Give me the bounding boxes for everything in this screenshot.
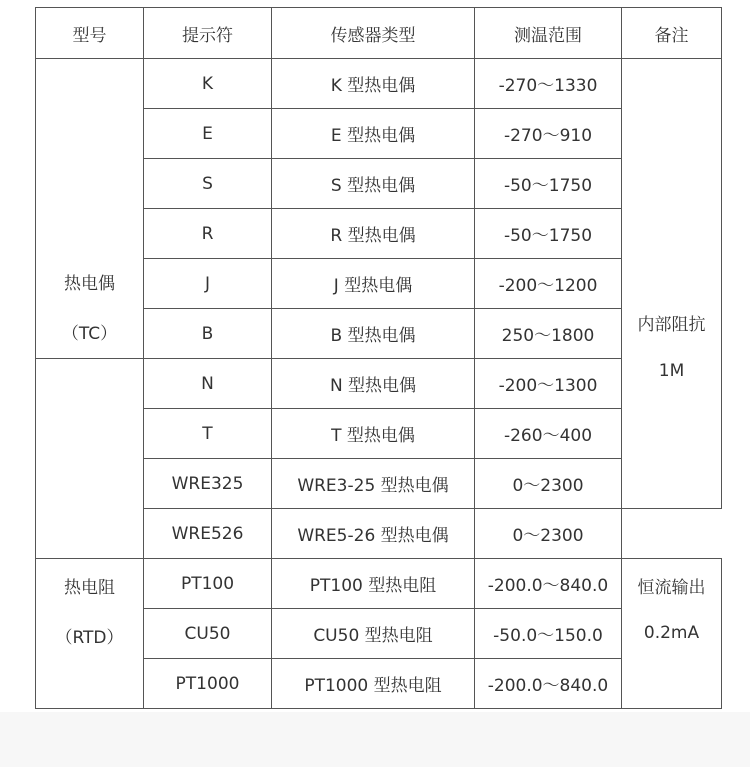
prompt-cell: J <box>144 259 272 309</box>
prompt-cell: PT100 <box>144 559 272 609</box>
range-cell: -270～910 <box>475 109 622 159</box>
prompt-cell: WRE325 <box>144 459 272 509</box>
sensor-cell: E 型热电偶 <box>272 109 475 159</box>
range-cell: 0～2300 <box>475 459 622 509</box>
prompt-cell: T <box>144 409 272 459</box>
prompt-cell: B <box>144 309 272 359</box>
note-impedance-label: 内部阻抗 <box>637 315 706 335</box>
bottom-band <box>0 712 750 767</box>
range-cell: -50.0～150.0 <box>475 609 622 659</box>
prompt-cell: R <box>144 209 272 259</box>
sensor-cell: T 型热电偶 <box>272 409 475 459</box>
sensor-cell: B 型热电偶 <box>272 309 475 359</box>
sensor-cell: PT1000 型热电阻 <box>272 659 475 709</box>
range-cell: -270～1330 <box>475 59 622 109</box>
range-cell: -260～400 <box>475 409 622 459</box>
group-thermocouple-cell <box>36 59 144 359</box>
table-row <box>36 59 722 109</box>
prompt-cell: PT1000 <box>144 659 272 709</box>
header-temp-range: 测温范围 <box>475 8 622 59</box>
prompt-cell: S <box>144 159 272 209</box>
note-thermocouple-cell <box>622 59 722 509</box>
note-current-value: 0.2mA <box>643 623 700 643</box>
sensor-cell: WRE5-26 型热电偶 <box>272 509 475 559</box>
prompt-cell: CU50 <box>144 609 272 659</box>
header-prompt: 提示符 <box>144 8 272 59</box>
range-cell: -200～1300 <box>475 359 622 409</box>
sensor-cell: J 型热电偶 <box>272 259 475 309</box>
group-thermocouple-code: （TC） <box>61 324 118 344</box>
range-cell: -50～1750 <box>475 159 622 209</box>
group-rtd-code: （RTD） <box>55 628 124 648</box>
sensor-cell: WRE3-25 型热电偶 <box>272 459 475 509</box>
header-model: 型号 <box>36 8 144 59</box>
group-rtd-cell <box>36 559 144 709</box>
sensor-cell: CU50 型热电阻 <box>272 609 475 659</box>
table-row <box>36 359 722 409</box>
sensor-spec-table <box>35 7 722 709</box>
sensor-cell: S 型热电偶 <box>272 159 475 209</box>
note-current-label: 恒流输出 <box>637 578 706 598</box>
sensor-cell: R 型热电偶 <box>272 209 475 259</box>
prompt-cell: K <box>144 59 272 109</box>
prompt-cell: E <box>144 109 272 159</box>
note-impedance-value: 1M <box>658 361 685 381</box>
note-rtd-cell <box>622 559 722 709</box>
header-notes: 备注 <box>622 8 722 59</box>
range-cell: -200～1200 <box>475 259 622 309</box>
prompt-cell: WRE526 <box>144 509 272 559</box>
sensor-cell: N 型热电偶 <box>272 359 475 409</box>
header-sensor-type: 传感器类型 <box>272 8 475 59</box>
range-cell: -200.0～840.0 <box>475 559 622 609</box>
group-thermocouple-label: 热电偶 <box>64 274 115 294</box>
range-cell: 0～2300 <box>475 509 622 559</box>
sensor-cell: K 型热电偶 <box>272 59 475 109</box>
range-cell: -200.0～840.0 <box>475 659 622 709</box>
prompt-cell: N <box>144 359 272 409</box>
group-rtd-label: 热电阻 <box>64 578 115 598</box>
range-cell: -50～1750 <box>475 209 622 259</box>
table-row <box>36 559 722 609</box>
group-empty-cell <box>36 359 144 559</box>
header-row <box>36 8 722 59</box>
range-cell: 250～1800 <box>475 309 622 359</box>
sensor-cell: PT100 型热电阻 <box>272 559 475 609</box>
